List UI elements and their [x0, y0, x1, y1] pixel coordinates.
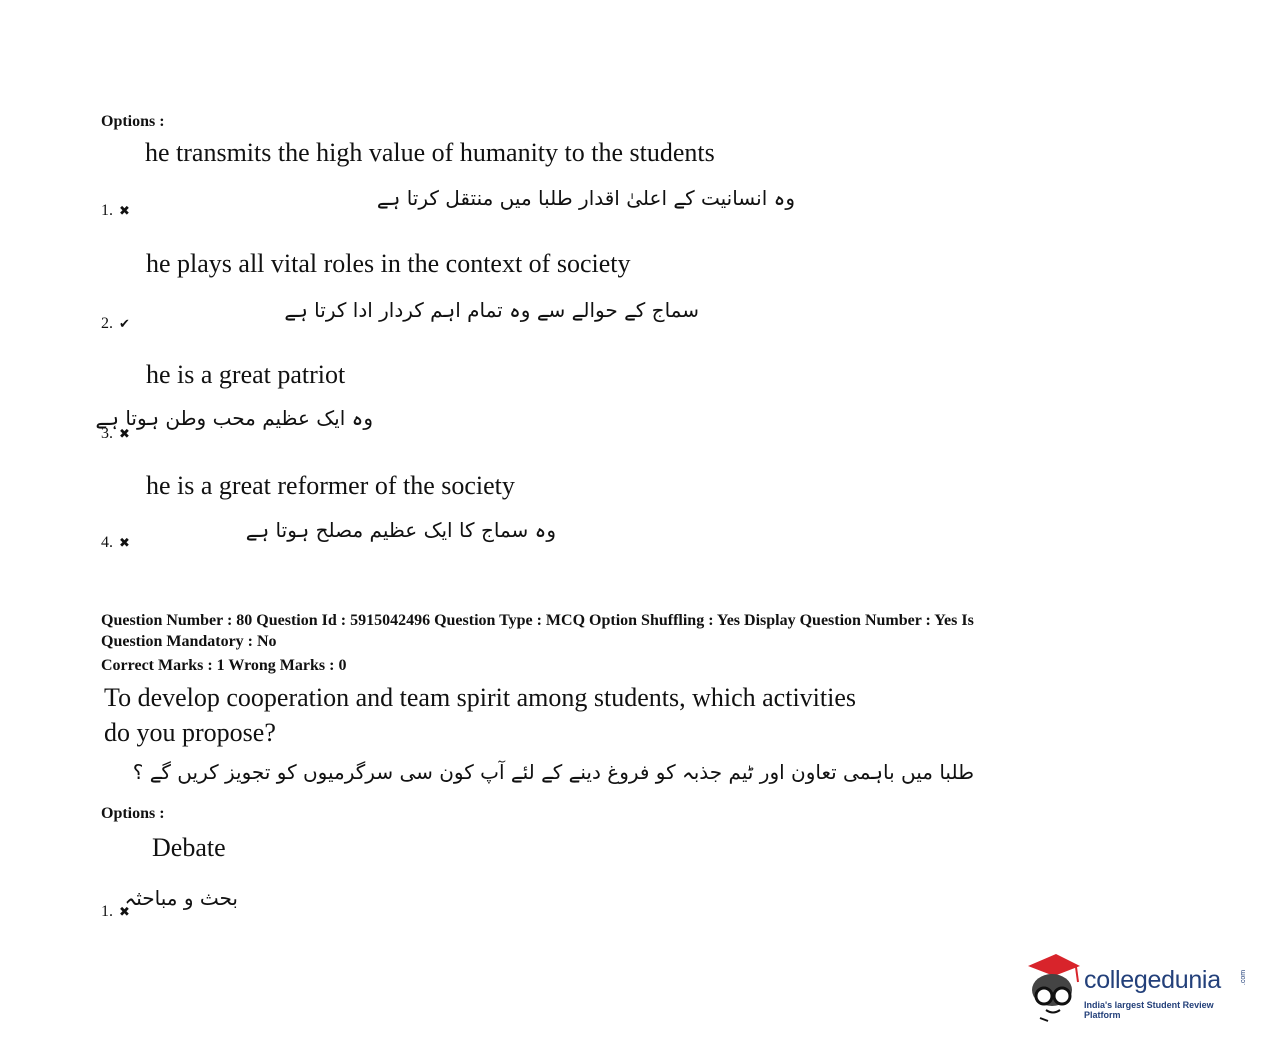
- options-label: Options :: [101, 113, 165, 130]
- option-2-urdu: سماج کے حوالے سے وہ تمام اہم کردار ادا کرتا ہے: [284, 298, 699, 322]
- option-4-english: he is a great reformer of the society: [146, 471, 515, 500]
- option-number: 4.: [101, 534, 113, 551]
- question-marks: Correct Marks : 1 Wrong Marks : 0: [101, 657, 347, 674]
- check-icon: ✔: [119, 316, 130, 332]
- question-option-1-urdu: بحث و مباحثہ: [124, 886, 238, 910]
- question-option-1-english: Debate: [152, 833, 226, 862]
- option-3-english: he is a great patriot: [146, 360, 346, 389]
- option-4-number: [101, 534, 130, 552]
- brand-name: collegedunia: [1084, 966, 1221, 994]
- question-text-line2: do you propose?: [104, 718, 276, 747]
- question-text: [104, 680, 856, 750]
- cross-icon: ✖: [119, 904, 130, 920]
- option-number: 3.: [101, 425, 113, 442]
- option-1-number: [101, 202, 130, 220]
- option-number: 1.: [101, 202, 113, 219]
- collegedunia-logo: [1022, 952, 1252, 1022]
- cross-icon: ✖: [119, 535, 130, 551]
- question-meta-line2: Question Mandatory : No: [101, 633, 277, 650]
- option-number: 2.: [101, 315, 113, 332]
- question-option-1-number: [101, 903, 130, 921]
- graduate-mascot-icon: [1022, 952, 1084, 1022]
- option-3-urdu: وہ ایک عظیم محب وطن ہوتا ہے: [95, 406, 373, 430]
- question-urdu: طلبا میں باہمی تعاون اور ٹیم جذبہ کو فروغ دینے کے لئے آپ کون سی سرگرمیوں کو تجویز کریں گے ؟: [132, 760, 974, 784]
- brand-tagline: India's largest Student Review Platform: [1084, 1000, 1214, 1020]
- option-2-number: [101, 315, 130, 333]
- question-text-line1: To develop cooperation and team spirit among students, which activities: [104, 683, 856, 712]
- question-options-label: Options :: [101, 805, 165, 822]
- option-number: 1.: [101, 903, 113, 920]
- option-1-urdu: وہ انسانیت کے اعلیٰ اقدار طلبا میں منتقل کرتا ہے: [376, 186, 795, 210]
- question-meta: [101, 610, 1101, 676]
- option-3-number: [101, 425, 130, 443]
- option-1-english: he transmits the high value of humanity to the students: [145, 138, 715, 167]
- cross-icon: ✖: [119, 426, 130, 442]
- option-2-english: he plays all vital roles in the context of society: [146, 249, 631, 278]
- option-4-urdu: وہ سماج کا ایک عظیم مصلح ہوتا ہے: [245, 518, 556, 542]
- cross-icon: ✖: [119, 203, 130, 219]
- brand-suffix: .com: [1240, 969, 1248, 986]
- question-meta-line1: Question Number : 80 Question Id : 5915042496 Question Type : MCQ Option Shuffling : Yes Display Question Number : Yes Is: [101, 612, 974, 629]
